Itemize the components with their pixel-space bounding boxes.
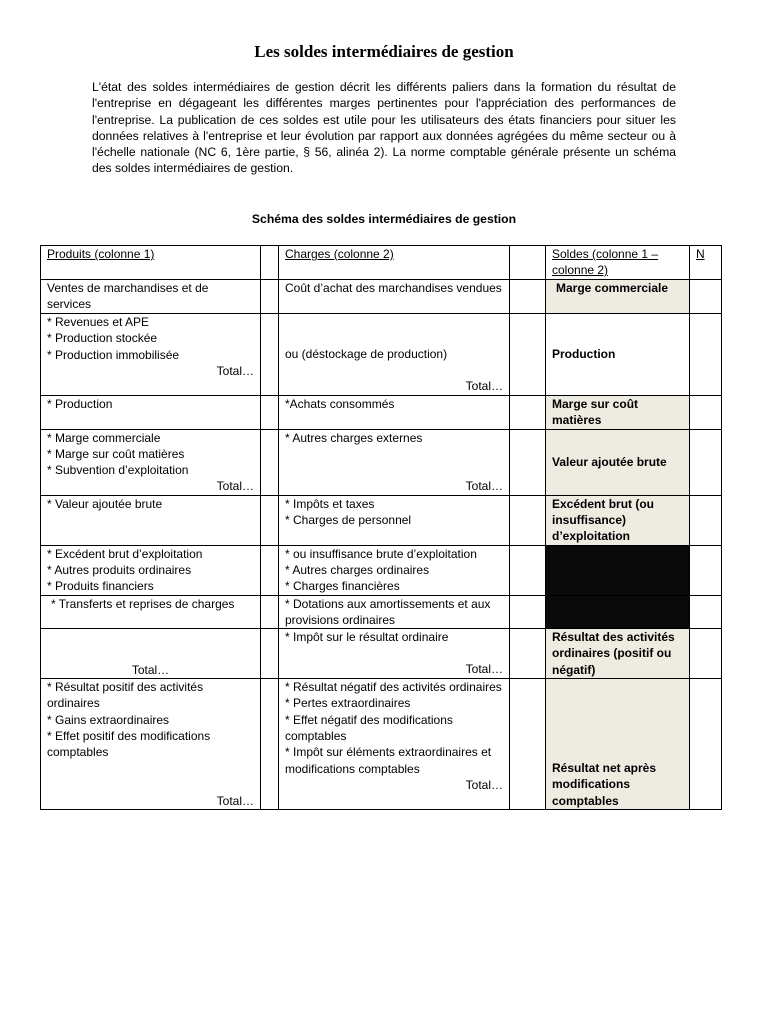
produits-cell: * Revenues et APE * Production stockée * Production immobilisée Total…	[41, 314, 261, 396]
charges-cell: ou (déstockage de production) Total…	[279, 314, 510, 396]
header-produits: Produits (colonne 1)	[41, 246, 261, 280]
solde-cell: Résultat net après modifications comptables	[546, 679, 690, 810]
table-row	[41, 495, 722, 545]
solde-cell: Résultat des activités ordinaires (positif ou négatif)	[546, 629, 690, 679]
table-row	[41, 429, 722, 495]
gap-cell	[261, 629, 279, 679]
gap-cell	[261, 595, 279, 629]
gap-cell	[261, 314, 279, 396]
gap-cell	[510, 679, 546, 810]
schema-title: Schéma des soldes intermédiaires de gestion	[251, 212, 517, 226]
gap-cell	[510, 396, 546, 430]
gap-cell	[510, 595, 546, 629]
charges-cell: * Dotations aux amortissements et aux provisions ordinaires	[279, 595, 510, 629]
table-row	[41, 280, 722, 314]
produits-cell: * Valeur ajoutée brute	[41, 495, 261, 545]
redacted-solde-cell	[546, 595, 690, 629]
n-cell	[690, 545, 722, 595]
header-charges: Charges (colonne 2)	[279, 246, 510, 280]
solde-cell: Excédent brut (ou insuffisance) d’exploitation	[546, 495, 690, 545]
charges-cell: * Impôt sur le résultat ordinaire Total…	[279, 629, 510, 679]
table-row	[41, 629, 722, 679]
header-soldes: Soldes (colonne 1 – colonne 2)	[546, 246, 690, 280]
produits-cell: * Production	[41, 396, 261, 430]
n-cell	[690, 429, 722, 495]
gap-cell	[261, 495, 279, 545]
gap-cell	[261, 545, 279, 595]
gap-cell	[261, 280, 279, 314]
gap-cell	[261, 679, 279, 810]
gap-cell	[510, 314, 546, 396]
gap-cell	[261, 429, 279, 495]
gap-cell	[510, 429, 546, 495]
table-row	[41, 595, 722, 629]
charges-cell: * Résultat négatif des activités ordinaires * Pertes extraordinaires * Effet négatif des modifications comptables * Impôt sur éléments extraordinaires et modifications comptables Total…	[279, 679, 510, 810]
n-cell	[690, 629, 722, 679]
header-n: N	[690, 246, 722, 280]
gap-cell	[261, 246, 279, 280]
gap-cell	[510, 280, 546, 314]
table-row	[41, 314, 722, 396]
solde-cell: Production	[546, 314, 690, 396]
charges-cell: * Impôts et taxes * Charges de personnel	[279, 495, 510, 545]
charges-cell: * Autres charges externes Total…	[279, 429, 510, 495]
n-cell	[690, 314, 722, 396]
produits-cell: Total…	[41, 629, 261, 679]
intro-paragraph: L'état des soldes intermédiaires de gestion décrit les différents paliers dans la formation du résultat de l'entreprise en dégageant les différentes marges pertinentes pour l'appréciation des performances de l'entreprise. La publication de ces soldes est utile pour les utilisateurs des états financiers pour situer les données relatives à l'entreprise et leur évolution par rapport aux données agrégées du même secteur ou à l'échelle nationale (NC 6, 1ère partie, § 56, alinéa 2). La norme comptable générale présente un schéma des soldes intermédiaires de gestion.	[92, 80, 676, 176]
charges-cell: * ou insuffisance brute d’exploitation * Autres charges ordinaires * Charges financières	[279, 545, 510, 595]
solde-cell: Valeur ajoutée brute	[546, 429, 690, 495]
gap-cell	[510, 545, 546, 595]
redacted-solde-cell	[546, 545, 690, 595]
charges-cell: *Achats consommés	[279, 396, 510, 430]
produits-cell: * Résultat positif des activités ordinaires * Gains extraordinaires * Effet positif des modifications comptables Total…	[41, 679, 261, 810]
produits-cell: * Excédent brut d’exploitation * Autres produits ordinaires * Produits financiers	[41, 545, 261, 595]
charges-cell: Coût d’achat des marchandises vendues	[279, 280, 510, 314]
table-row	[41, 679, 722, 810]
gap-cell	[510, 495, 546, 545]
page-title: Les soldes intermédiaires de gestion	[254, 42, 514, 61]
n-cell	[690, 679, 722, 810]
solde-cell: Marge commerciale	[546, 280, 690, 314]
sig-table	[40, 245, 722, 810]
table-row	[41, 396, 722, 430]
n-cell	[690, 595, 722, 629]
gap-cell	[510, 629, 546, 679]
n-cell	[690, 396, 722, 430]
gap-cell	[261, 396, 279, 430]
table-row	[41, 545, 722, 595]
n-cell	[690, 495, 722, 545]
gap-cell	[510, 246, 546, 280]
produits-cell: * Transferts et reprises de charges	[41, 595, 261, 629]
table-header-row	[41, 246, 722, 280]
produits-cell: Ventes de marchandises et de services	[41, 280, 261, 314]
n-cell	[690, 280, 722, 314]
produits-cell: * Marge commerciale * Marge sur coût matières * Subvention d’exploitation Total…	[41, 429, 261, 495]
solde-cell: Marge sur coût matières	[546, 396, 690, 430]
